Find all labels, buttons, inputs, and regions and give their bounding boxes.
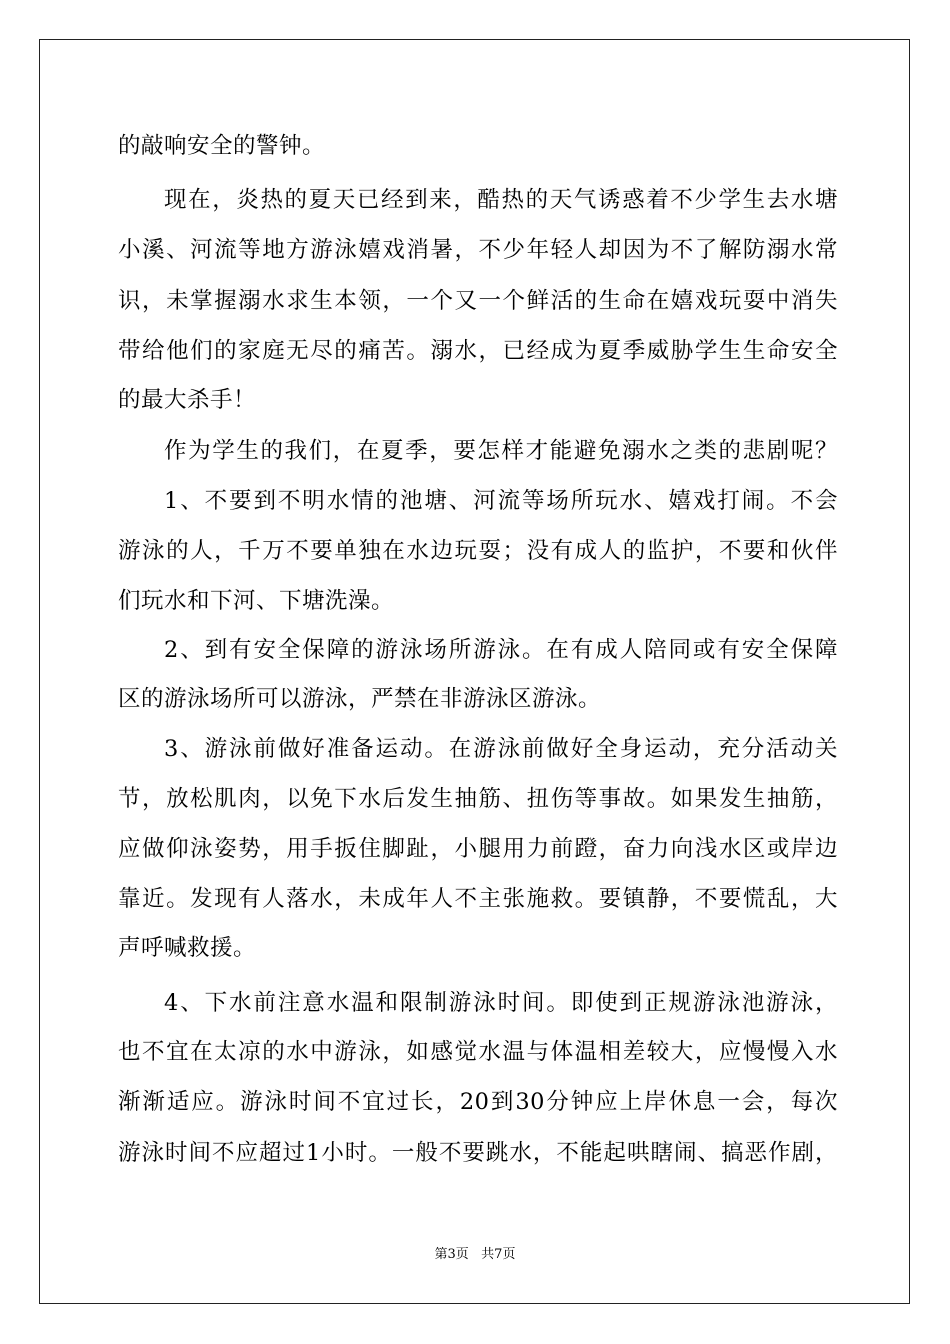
text-line: 4、下水前注意水温和限制游泳时间。即使到正规游泳池游泳，	[164, 990, 838, 1016]
text-line: 1、不要到不明水情的池塘、河流等场所玩水、嬉戏打闹。不会	[164, 488, 838, 514]
text-line: 3、游泳前做好准备运动。在游泳前做好全身运动，充分活动关	[164, 736, 838, 762]
text-line: 也不宜在太凉的水中游泳，如感觉水温与体温相差较大，应慢慢入水	[118, 1039, 838, 1065]
text-line: 识，未掌握溺水求生本领，一个又一个鲜活的生命在嬉戏玩耍中消失	[118, 288, 838, 314]
text-line: 的最大杀手！	[118, 387, 257, 413]
text-line: 2、到有安全保障的游泳场所游泳。在有成人陪同或有安全保障	[164, 637, 838, 663]
text-line: 游泳时间不应超过1小时。一般不要跳水，不能起哄瞎闹、搞恶作剧，	[118, 1140, 838, 1166]
text-line: 渐渐适应。游泳时间不宜过长，20到30分钟应上岸休息一会，每次	[118, 1089, 838, 1115]
text-line: 小溪、河流等地方游泳嬉戏消暑，不少年轻人却因为不了解防溺水常	[118, 237, 838, 263]
page-number-footer: 第3页 共7页	[434, 1247, 516, 1262]
text-line: 节，放松肌肉，以免下水后发生抽筋、扭伤等事故。如果发生抽筋，	[118, 786, 838, 812]
text-line: 现在，炎热的夏天已经到来，酷热的天气诱惑着不少学生去水塘	[164, 187, 838, 213]
text-line: 的敲响安全的警钟。	[118, 133, 326, 159]
text-line: 作为学生的我们，在夏季，要怎样才能避免溺水之类的悲剧呢？	[164, 438, 838, 464]
text-line: 声呼喊救援。	[118, 935, 257, 961]
text-line: 们玩水和下河、下塘洗澡。	[118, 588, 395, 614]
text-line: 区的游泳场所可以游泳，严禁在非游泳区游泳。	[118, 686, 602, 712]
text-line: 游泳的人，千万不要单独在水边玩耍；没有成人的监护，不要和伙伴	[118, 538, 838, 564]
text-line: 带给他们的家庭无尽的痛苦。溺水，已经成为夏季威胁学生生命安全	[118, 338, 838, 364]
text-line: 靠近。发现有人落水，未成年人不主张施救。要镇静，不要慌乱，大	[118, 886, 838, 912]
text-line: 应做仰泳姿势，用手扳住脚趾，小腿用力前蹬，奋力向浅水区或岸边	[118, 836, 838, 862]
